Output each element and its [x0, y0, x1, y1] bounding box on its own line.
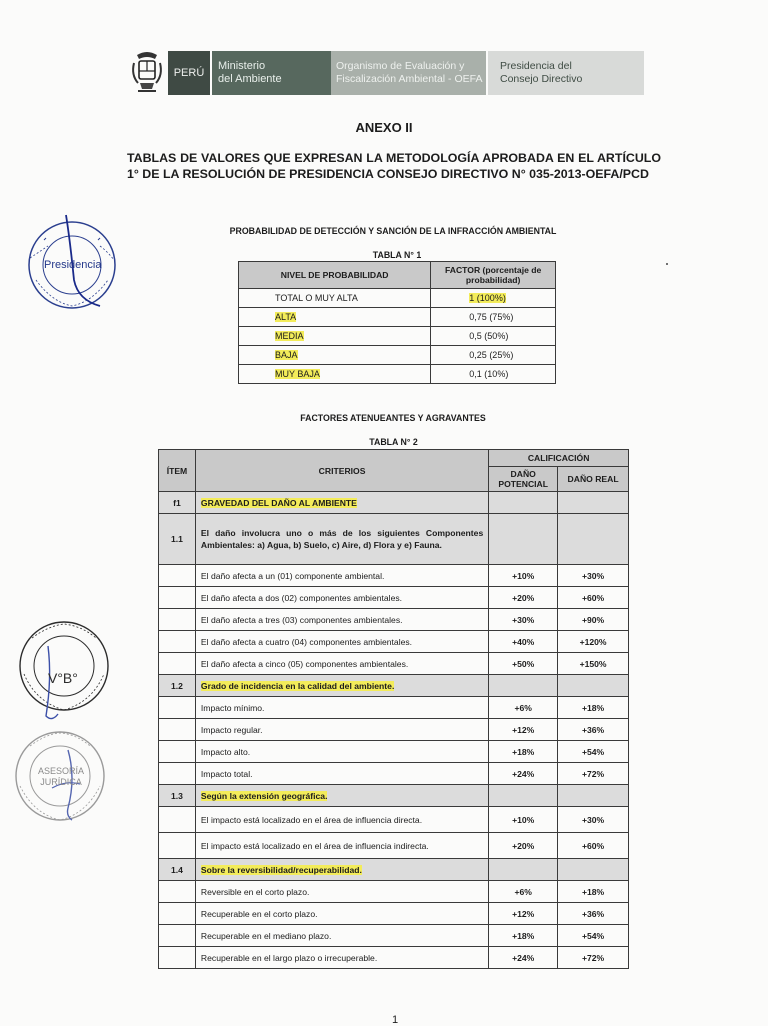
- document-title: TABLAS DE VALORES QUE EXPRESAN LA METODOLOGÍA APROBADA EN EL ARTÍCULO 1° DE LA RESOLUCIÓN DE PRESIDENCIA CONSEJO DIRECTIVO N° 035-2013-OEFA/PCD: [127, 151, 661, 181]
- criterio-cell: Impacto alto.: [200, 746, 251, 757]
- table-row: [159, 609, 629, 631]
- table-row: [159, 675, 629, 697]
- factor-cell: 0,75 (75%): [469, 312, 514, 322]
- table-row: [159, 653, 629, 675]
- nivel-cell: TOTAL O MUY ALTA: [275, 293, 358, 303]
- page-number: 1: [391, 1014, 399, 1026]
- table-row: [159, 741, 629, 763]
- dano-real-cell: +72%: [581, 768, 605, 779]
- table1-label: TABLA N° 1: [372, 250, 422, 260]
- dano-potencial-cell: +18%: [512, 930, 535, 941]
- table-row: [159, 492, 629, 514]
- criterio-cell: El impacto está localizado en el área de influencia indirecta.: [200, 840, 429, 851]
- criterio-cell: El daño involucra uno o más de los siguientes Componentes Ambientales: a) Agua, b) Suelo, c) Aire, d) Flora y e) Fauna.: [200, 528, 484, 550]
- agency-box: [331, 51, 486, 95]
- institutional-header: [128, 49, 644, 96]
- dano-potencial-cell: +30%: [512, 614, 535, 625]
- dano-real-cell: +60%: [581, 592, 605, 603]
- dano-potencial-cell: +6%: [514, 886, 532, 897]
- criterio-cell: El daño afecta a dos (02) componentes ambientales.: [200, 592, 403, 603]
- dano-real-cell: +30%: [581, 570, 605, 581]
- factor-cell: 0,1 (10%): [469, 369, 509, 379]
- dano-real-cell: +90%: [581, 614, 605, 625]
- table1-section-title: PROBABILIDAD DE DETECCIÓN Y SANCIÓN DE LA INFRACCIÓN AMBIENTAL: [229, 226, 557, 236]
- header-criterios: CRITERIOS: [195, 450, 488, 492]
- dano-real-cell: +18%: [581, 886, 605, 897]
- dano-potencial-cell: +12%: [512, 724, 535, 735]
- dano-potencial-cell: +40%: [512, 636, 535, 647]
- dano-real-cell: +120%: [579, 636, 607, 647]
- dano-potencial-cell: +24%: [512, 952, 535, 963]
- presidencia-stamp-text: Presidencia: [44, 259, 102, 271]
- dano-potencial-cell: +20%: [512, 592, 535, 603]
- factors-table: [158, 449, 629, 969]
- criterio-cell: El daño afecta a un (01) componente ambiental.: [200, 570, 385, 581]
- nivel-cell: MUY BAJA: [275, 369, 320, 379]
- ministry-line-2: del Ambiente: [218, 73, 282, 85]
- scan-speck: [666, 263, 668, 265]
- criterio-cell: Recuperable en el largo plazo o irrecuperable.: [200, 952, 378, 963]
- item-cell: 1.2: [170, 680, 183, 691]
- criterio-cell: Reversible en el corto plazo.: [200, 886, 310, 897]
- office-box: [488, 51, 644, 95]
- dano-potencial-cell: +50%: [512, 658, 535, 669]
- factor-cell: 0,5 (50%): [469, 331, 509, 341]
- criterio-cell: Impacto regular.: [200, 724, 263, 735]
- criterio-cell: GRAVEDAD DEL DAÑO AL AMBIENTE: [200, 497, 357, 508]
- table-row: [239, 365, 556, 384]
- dano-real-cell: +150%: [579, 658, 607, 669]
- nivel-cell: ALTA: [275, 312, 297, 322]
- header-dano-potencial: DAÑO POTENCIAL: [489, 467, 558, 492]
- dano-real-cell: +30%: [581, 814, 605, 825]
- criterio-cell: El daño afecta a cuatro (04) componentes ambientales.: [200, 636, 413, 647]
- header-item: ÍTEM: [159, 450, 196, 492]
- office-line-2: Consejo Directivo: [500, 73, 583, 85]
- factor-cell: 1 (100%): [469, 293, 506, 303]
- dano-real-cell: +18%: [581, 702, 605, 713]
- table-row: [159, 631, 629, 653]
- dano-potencial-cell: +10%: [512, 814, 535, 825]
- table-row: [159, 947, 629, 969]
- criterio-cell: El impacto está localizado en el área de influencia directa.: [200, 814, 423, 825]
- peru-coat-of-arms-icon: [128, 49, 166, 96]
- table-row: [159, 719, 629, 741]
- item-cell: f1: [173, 497, 181, 508]
- country-box: [168, 51, 210, 95]
- dano-potencial-cell: +10%: [512, 570, 535, 581]
- dano-potencial-cell: +18%: [512, 746, 535, 757]
- table-row: [159, 807, 629, 833]
- table1-header-nivel: NIVEL DE PROBABILIDAD: [239, 262, 431, 289]
- dano-potencial-cell: +6%: [514, 702, 532, 713]
- header-calificacion: CALIFICACIÓN: [489, 450, 629, 467]
- dano-real-cell: +60%: [581, 840, 605, 851]
- dano-real-cell: +54%: [581, 930, 605, 941]
- table2-label: TABLA N° 2: [369, 437, 418, 447]
- item-cell: 1.4: [170, 864, 183, 875]
- asesoria-stamp-text: ASESORÍA JURÍDICA: [37, 766, 84, 787]
- criterio-cell: El daño afecta a tres (03) componentes ambientales.: [200, 614, 403, 625]
- table-row: [159, 859, 629, 881]
- dano-real-cell: +54%: [581, 746, 605, 757]
- table-row: [159, 903, 629, 925]
- criterio-cell: Sobre la reversibilidad/recuperabilidad.: [200, 864, 362, 875]
- table2-body: [159, 492, 629, 969]
- table1-header-factor: FACTOR (porcentaje de probabilidad): [431, 262, 556, 289]
- vobo-stamp-text: V°B°: [48, 670, 78, 686]
- table-row: [239, 308, 556, 327]
- office-line-1: Presidencia del: [500, 60, 572, 72]
- table-row: [159, 925, 629, 947]
- dano-potencial-cell: +20%: [512, 840, 535, 851]
- criterio-cell: Recuperable en el mediano plazo.: [200, 930, 332, 941]
- dano-real-cell: +36%: [581, 724, 605, 735]
- table1-header-row: [239, 262, 556, 289]
- table-row: [159, 565, 629, 587]
- table-row: [159, 881, 629, 903]
- criterio-cell: Recuperable en el corto plazo.: [200, 908, 318, 919]
- agency-line-2: Fiscalización Ambiental - OEFA: [336, 73, 483, 85]
- table-row: [159, 514, 629, 565]
- dano-potencial-cell: +12%: [512, 908, 535, 919]
- dano-real-cell: +72%: [581, 952, 605, 963]
- annex-heading: ANEXO II: [355, 120, 413, 135]
- table-row: [239, 327, 556, 346]
- table-row: [159, 763, 629, 785]
- table-row: [239, 289, 556, 308]
- criterio-cell: Según la extensión geográfica.: [200, 790, 328, 801]
- factor-cell: 0,25 (25%): [469, 350, 514, 360]
- dano-potencial-cell: +24%: [512, 768, 535, 779]
- agency-line-1: Organismo de Evaluación y: [336, 60, 465, 72]
- table-row: [159, 833, 629, 859]
- table-row: [159, 697, 629, 719]
- criterio-cell: Grado de incidencia en la calidad del ambiente.: [200, 680, 395, 691]
- nivel-cell: MEDIA: [275, 331, 304, 341]
- table2-header-row: [159, 450, 629, 467]
- criterio-cell: Impacto total.: [200, 768, 253, 779]
- header-dano-real: DAÑO REAL: [558, 467, 629, 492]
- nivel-cell: BAJA: [275, 350, 298, 360]
- probability-table: [238, 261, 556, 384]
- item-cell: 1.3: [170, 790, 183, 801]
- ministry-line-1: Ministerio: [218, 60, 266, 72]
- table-row: [159, 587, 629, 609]
- item-cell: 1.1: [170, 534, 183, 544]
- table-row: [159, 785, 629, 807]
- dano-real-cell: +36%: [581, 908, 605, 919]
- table-row: [239, 346, 556, 365]
- criterio-cell: El daño afecta a cinco (05) componentes ambientales.: [200, 658, 409, 669]
- country-label: PERÚ: [173, 66, 205, 79]
- table2-section-title: FACTORES ATENUEANTES Y AGRAVANTES: [300, 413, 486, 423]
- criterio-cell: Impacto mínimo.: [200, 702, 265, 713]
